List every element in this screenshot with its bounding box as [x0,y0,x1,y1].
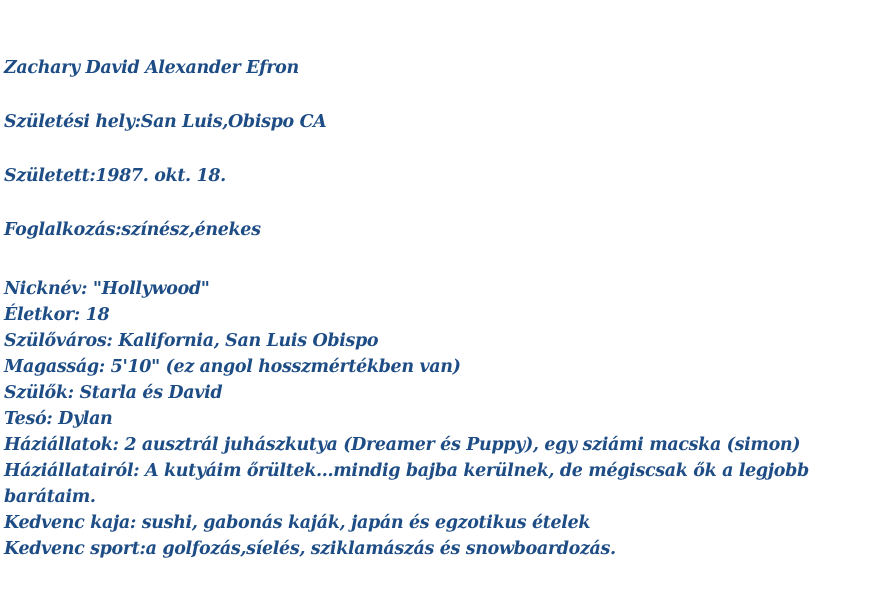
fact-pets: Háziállatok: 2 ausztrál juhászkutya (Dreamer és Puppy), egy sziámi macska (simon) [4,435,801,455]
fact-hometown: Szülőváros: Kalifornia, San Luis Obispo [4,331,379,351]
full-name: Zachary David Alexander Efron [4,58,299,78]
occupation-line: Foglalkozás:színész,énekes [4,220,261,240]
fact-favorite-sport: Kedvenc sport:a golfozás,síelés, sziklamászás és snowboardozás. [4,539,616,559]
facts-list [4,276,870,562]
fact-nickname: Nicknév: "Hollywood" [4,279,210,299]
fact-pets-quote: Háziállatairól: A kutyáim őrültek...mindig bajba kerülnek, de mégiscsak ők a legjobb barátaim. [4,461,809,507]
born-line: Született:1987. okt. 18. [4,166,226,186]
fact-sibling: Tesó: Dylan [4,409,113,429]
fact-age: Életkor: 18 [4,305,110,325]
fact-favorite-food: Kedvenc kaja: sushi, gabonás kaják, japán és egzotikus ételek [4,513,591,533]
fact-height: Magasság: 5'10" (ez angol hosszmértékben van) [4,357,461,377]
fact-parents: Szülők: Starla és David [4,383,223,403]
birthplace-line: Születési hely:San Luis,Obispo CA [4,112,327,132]
